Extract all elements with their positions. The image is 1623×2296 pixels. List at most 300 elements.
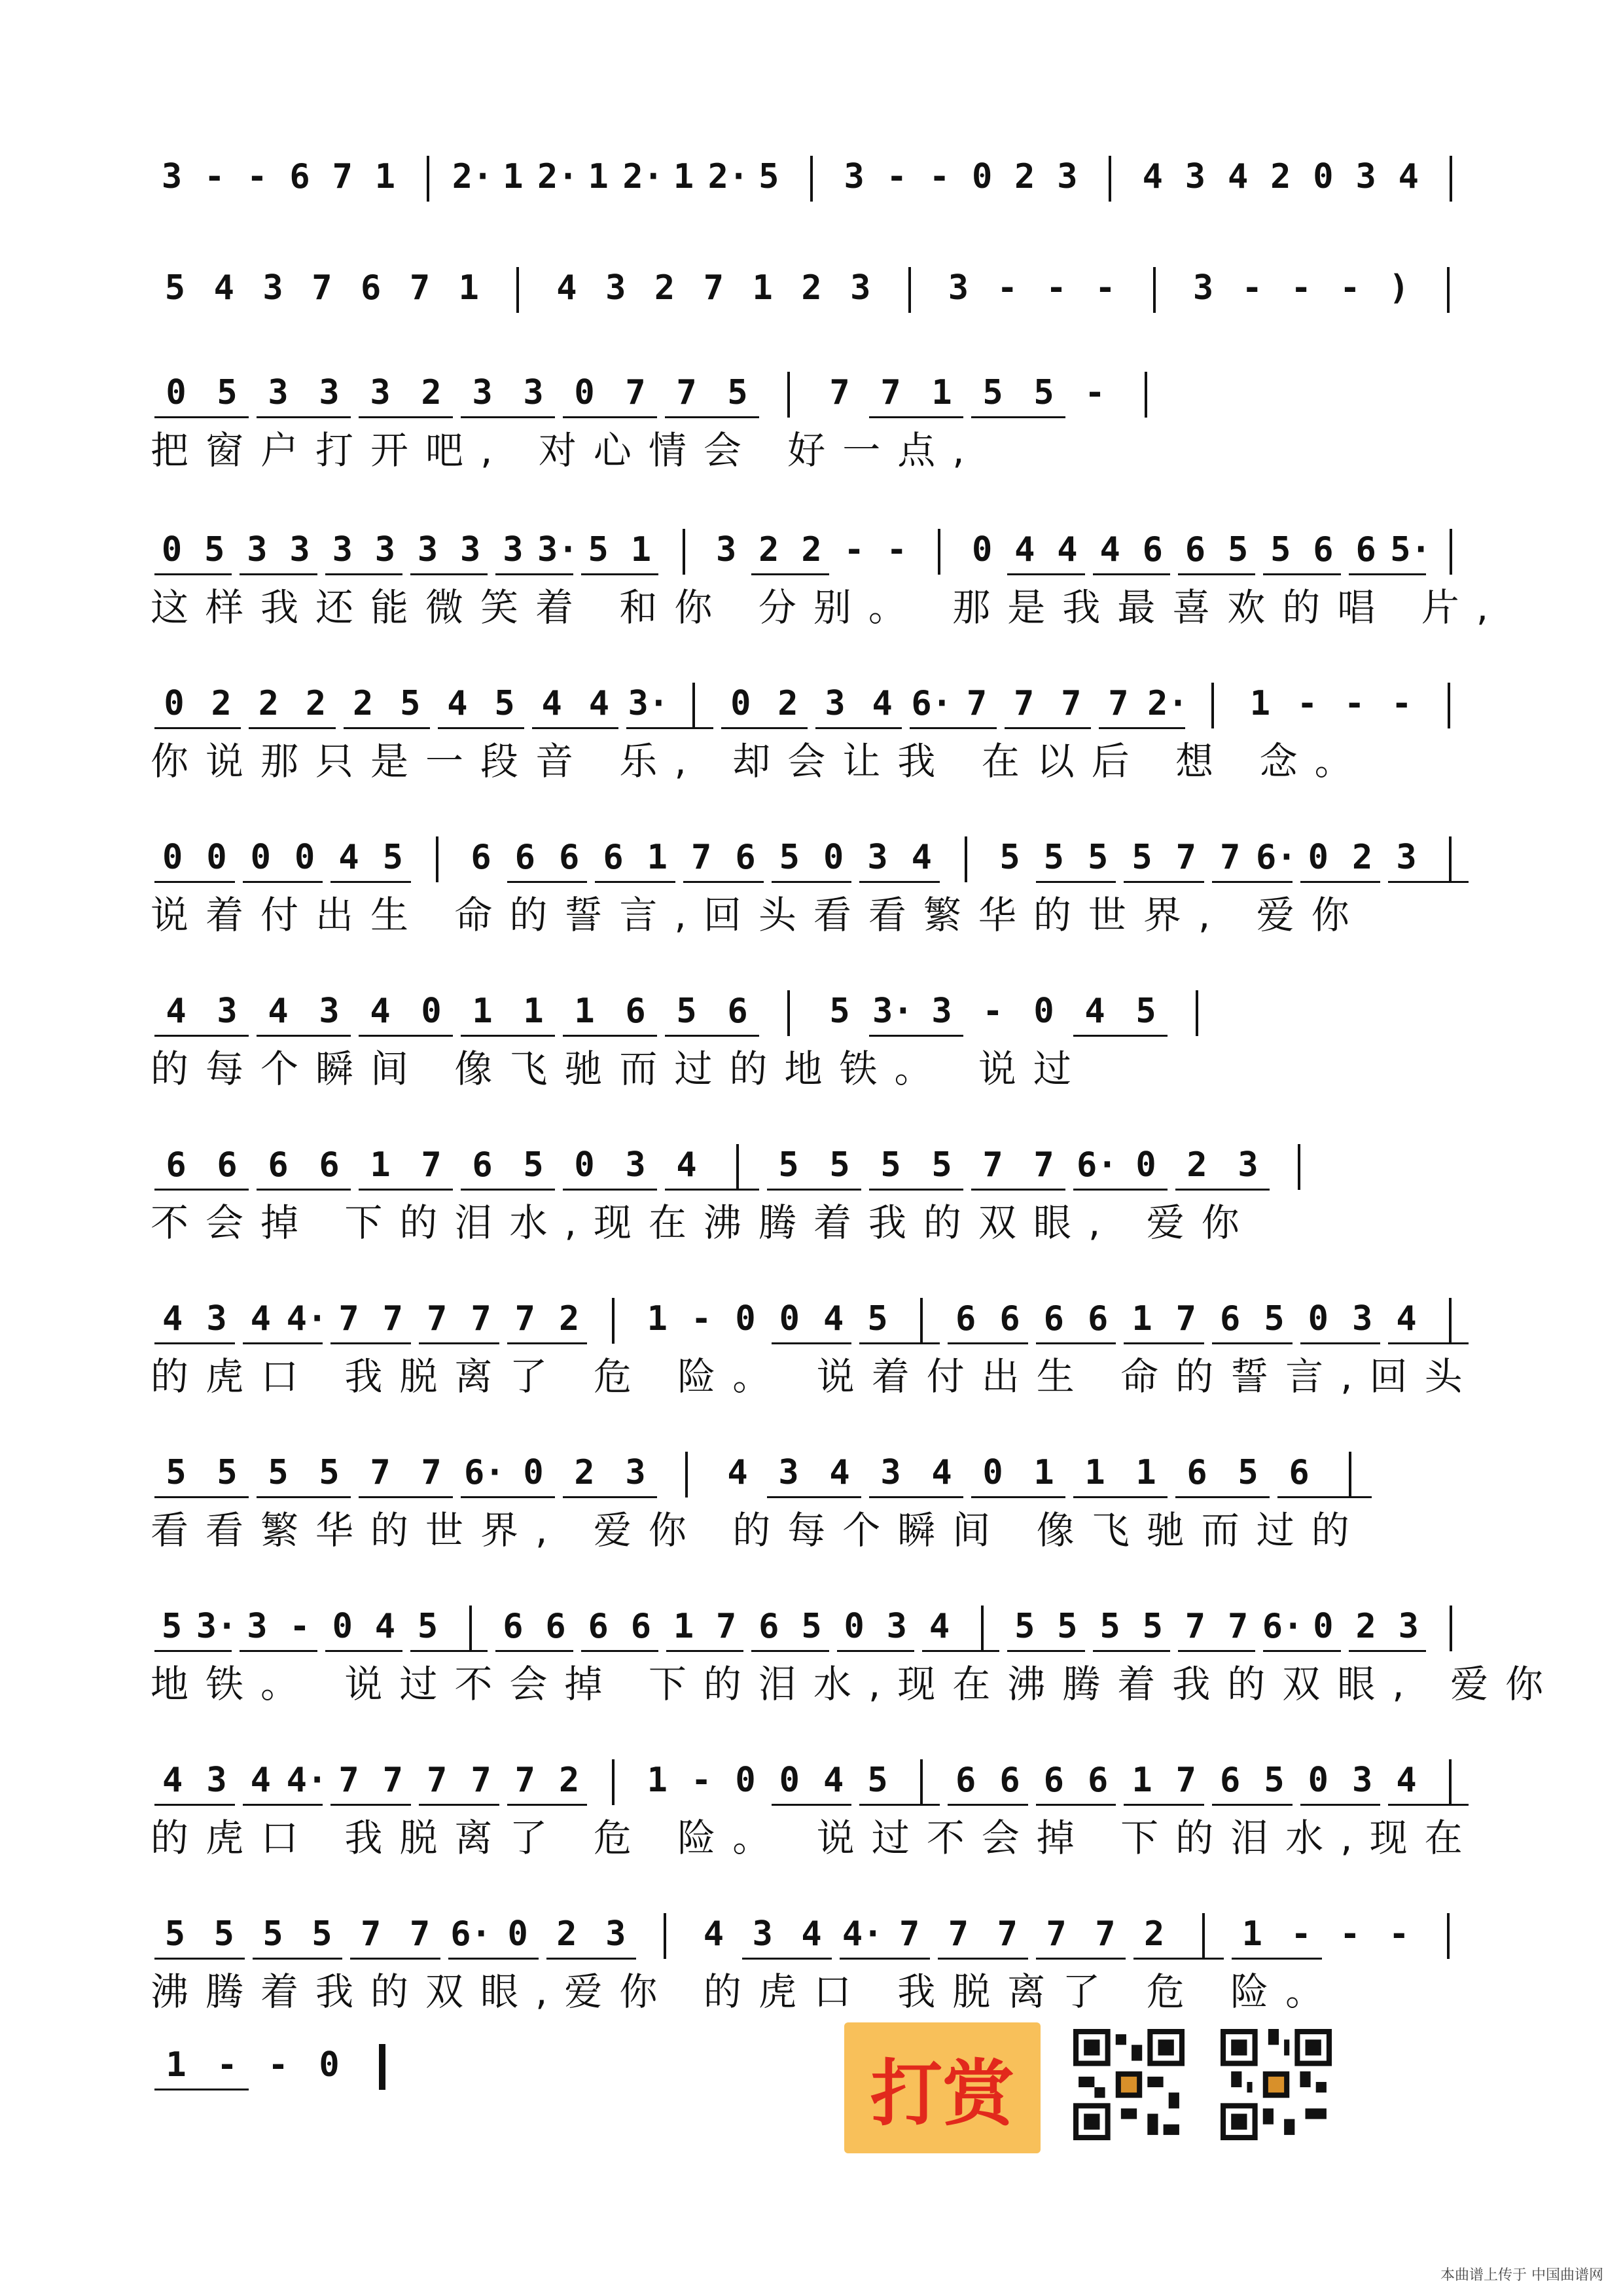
note: 7 <box>1227 1607 1249 1646</box>
note: 6 <box>1088 1299 1109 1338</box>
note: 0 <box>982 1453 1003 1492</box>
lyric-line: 地铁。 说过不会掉 下的泪水,现在沸腾着我的双眼, 爱你 <box>151 1662 1561 1706</box>
note: 3 <box>206 1299 227 1338</box>
note: 7 <box>703 268 724 308</box>
note: 3 <box>605 268 626 308</box>
note: 0 <box>507 1914 528 1954</box>
bar-line <box>692 683 695 728</box>
note: 7 <box>409 1914 431 1954</box>
note: 6 <box>955 1761 976 1800</box>
bar-line <box>1153 267 1156 313</box>
note: 0 <box>779 1761 800 1800</box>
note: 5 <box>217 1453 238 1492</box>
note: 3 <box>625 1145 646 1185</box>
note: - <box>1391 684 1412 723</box>
note: 6 <box>1185 530 1206 569</box>
note: 7 <box>676 373 697 412</box>
note: 4 <box>823 1299 844 1338</box>
bar-line <box>1109 156 1111 202</box>
note: 4 <box>162 1299 183 1338</box>
note: 3· <box>872 992 914 1031</box>
note: - <box>1241 268 1262 308</box>
note: 5 <box>931 1145 952 1185</box>
note: 1 <box>503 157 524 196</box>
note: 2 <box>559 1299 580 1338</box>
note: 5 <box>1142 1607 1163 1646</box>
note: 3 <box>752 1914 773 1954</box>
note: - <box>886 530 907 569</box>
note: 6· <box>1077 1145 1118 1185</box>
bar-line <box>664 1913 666 1959</box>
note: 5 <box>262 1914 283 1954</box>
notation-row <box>151 1139 1486 1191</box>
note: 6 <box>727 992 748 1031</box>
bar-line <box>612 1759 615 1805</box>
bar-line <box>787 372 790 418</box>
bar-line <box>1450 156 1452 202</box>
bar-line <box>938 529 940 575</box>
note: 4 <box>931 1453 952 1492</box>
note: 3 <box>778 1453 799 1492</box>
note: 6· <box>464 1453 505 1492</box>
note: 2 <box>559 1761 580 1800</box>
note: 1 <box>673 1607 694 1646</box>
note: 4 <box>1099 530 1120 569</box>
note: 6 <box>1186 1453 1207 1492</box>
beam-underline <box>626 727 713 729</box>
note: - <box>1084 373 1105 412</box>
bar-line <box>685 1452 688 1498</box>
note: 6 <box>1220 1761 1241 1800</box>
note: 4 <box>676 1145 697 1185</box>
note: 0 <box>844 1607 865 1646</box>
note: 5 <box>164 1914 186 1954</box>
note: - <box>1296 684 1318 723</box>
note: 4 <box>829 1453 850 1492</box>
note: 3· <box>628 684 669 723</box>
note: 3 <box>374 530 396 569</box>
bar-line <box>1449 1298 1452 1344</box>
beam-underline <box>1388 1342 1469 1344</box>
note: 6 <box>1313 530 1334 569</box>
note: 7 <box>338 1761 359 1800</box>
note: 4 <box>1014 530 1035 569</box>
note: 1 <box>523 992 544 1031</box>
note: 5 <box>400 684 421 723</box>
note: 4 <box>447 684 468 723</box>
note: 0 <box>574 1145 595 1185</box>
note: 3· <box>537 530 579 569</box>
note: 4 <box>374 1607 396 1646</box>
note: 6 <box>289 157 310 196</box>
note: 6 <box>1142 530 1163 569</box>
note: 5 <box>312 1914 332 1954</box>
note: 0 <box>206 838 227 877</box>
note: 0 <box>735 1299 756 1338</box>
note: 5 <box>727 373 748 412</box>
note: 1 <box>647 1761 668 1800</box>
note: 7 <box>361 1914 382 1954</box>
note: 2 <box>556 1914 577 1954</box>
note: 0 <box>294 838 315 877</box>
note: 0 <box>730 684 751 723</box>
bar-line <box>469 1605 472 1651</box>
note: 5 <box>217 373 238 412</box>
note: 3 <box>880 1453 901 1492</box>
note: 3 <box>867 838 888 877</box>
note: 5 <box>1264 1299 1285 1338</box>
bar-line <box>1447 267 1450 313</box>
beam-underline <box>859 1342 940 1344</box>
note: 5 <box>494 684 515 723</box>
bar-line <box>1449 836 1452 882</box>
note: 0 <box>823 838 844 877</box>
note: 6 <box>625 992 646 1031</box>
note: 7 <box>1108 684 1129 723</box>
note: 2 <box>758 530 779 569</box>
note: 1 <box>1249 684 1270 723</box>
qr-code-icon <box>1073 2029 1185 2140</box>
note: 5 <box>778 1145 799 1185</box>
note: 4 <box>872 684 893 723</box>
note: 5 <box>1014 1607 1035 1646</box>
note: 7 <box>471 1299 491 1338</box>
bar-line <box>920 1298 923 1344</box>
note: 4 <box>250 1761 271 1800</box>
note: 3 <box>206 1761 227 1800</box>
note: 1 <box>374 157 396 196</box>
note: 5 <box>1227 530 1249 569</box>
note: 1 <box>472 992 493 1031</box>
note: 3 <box>850 268 871 308</box>
note: 6 <box>999 1299 1020 1338</box>
lyric-line: 这样我还能微笑着 和你 分别。 那是我最喜欢的唱 片, <box>151 585 1506 630</box>
qr-code-icon <box>1221 2029 1332 2140</box>
footer-credit: 本曲谱上传于 中国曲谱网 <box>1440 2267 1603 2284</box>
note: 4 <box>727 1453 748 1492</box>
note: 1 <box>166 2045 187 2085</box>
note: - <box>844 530 865 569</box>
beam-underline <box>859 1804 940 1806</box>
bar-line <box>1298 1144 1300 1190</box>
note: 5 <box>161 1607 183 1646</box>
note: 6· <box>1256 838 1297 877</box>
note: 6 <box>472 1145 493 1185</box>
note: 3 <box>247 530 268 569</box>
note: 5 <box>164 268 186 308</box>
note: 4· <box>842 1914 883 1954</box>
bar-line <box>379 2044 385 2090</box>
note: 7 <box>338 1299 359 1338</box>
note: 1 <box>931 373 952 412</box>
note: 5 <box>867 1761 888 1800</box>
note: 0 <box>735 1761 756 1800</box>
note: - <box>1340 268 1361 308</box>
note: 3 <box>268 373 289 412</box>
note: 0 <box>161 530 183 569</box>
note: 4 <box>268 992 289 1031</box>
note: 1 <box>673 157 694 196</box>
note: 6 <box>735 838 756 877</box>
lyric-line: 不会掉 下的泪水,现在沸腾着我的双眼, 爱你 <box>151 1200 1257 1245</box>
note: 7 <box>691 838 712 877</box>
note: 3 <box>332 530 353 569</box>
note: 4 <box>1398 157 1419 196</box>
note: 4 <box>823 1761 844 1800</box>
note: - <box>1046 268 1067 308</box>
note: 4 <box>929 1607 950 1646</box>
note: 5 <box>982 373 1003 412</box>
note: 5 <box>829 992 850 1031</box>
note: 5 <box>1099 1607 1120 1646</box>
note: 6 <box>758 1607 779 1646</box>
note: 7 <box>716 1607 737 1646</box>
note: 2 <box>1186 1145 1207 1185</box>
note: 7 <box>982 1145 1003 1185</box>
note: 3 <box>1355 157 1376 196</box>
note: 6· <box>1262 1607 1304 1646</box>
lyric-line: 的虎口 我脱离了 危 险。 说着付出生 命的誓言,回头 <box>151 1354 1480 1399</box>
note: 0 <box>166 373 187 412</box>
note: 3 <box>844 157 865 196</box>
note: 6 <box>545 1607 566 1646</box>
note: 5 <box>1135 992 1156 1031</box>
lyric-line: 说着付出生 命的誓言,回头看看繁华的世界, 爱你 <box>151 893 1366 937</box>
note: 5 <box>213 1914 234 1954</box>
bar-line <box>908 267 911 313</box>
note: 2 <box>1270 157 1291 196</box>
note: 7 <box>421 1145 442 1185</box>
note: 2 <box>654 268 675 308</box>
note: 6 <box>559 838 580 877</box>
note: 2· <box>622 157 664 196</box>
note: 5 <box>588 530 609 569</box>
note: 5 <box>779 838 800 877</box>
note: 7 <box>382 1761 403 1800</box>
note: 3 <box>1185 157 1206 196</box>
note: 7 <box>312 268 332 308</box>
note: 4 <box>1396 1761 1417 1800</box>
note: 7 <box>966 684 988 723</box>
note: - <box>691 1761 712 1800</box>
note: 6 <box>603 838 624 877</box>
note: 3 <box>1398 1607 1419 1646</box>
note: 3 <box>247 1607 268 1646</box>
note: 7 <box>1061 684 1082 723</box>
note: 5 <box>801 1607 822 1646</box>
note: 1 <box>647 1299 668 1338</box>
note: 7 <box>409 268 431 308</box>
note: 3 <box>1396 838 1417 877</box>
note: 6 <box>166 1145 187 1185</box>
note: 4 <box>166 992 187 1031</box>
note: 4 <box>250 1299 271 1338</box>
note: 3 <box>1238 1145 1258 1185</box>
note: 6 <box>588 1607 609 1646</box>
note: 7 <box>1175 1299 1196 1338</box>
note: 2 <box>801 268 822 308</box>
note: 2 <box>801 530 822 569</box>
note: 2 <box>258 684 279 723</box>
note: 7 <box>1013 684 1035 723</box>
note: 7 <box>880 373 901 412</box>
note: 3 <box>605 1914 626 1954</box>
note: 5 <box>319 1453 340 1492</box>
note: ) <box>1389 268 1410 308</box>
note: 3 <box>825 684 846 723</box>
note: 7 <box>1033 1145 1054 1185</box>
note: 7 <box>625 373 646 412</box>
note: 3· <box>196 1607 238 1646</box>
note: 2· <box>1147 684 1188 723</box>
note: 4 <box>703 1914 724 1954</box>
note: 3 <box>948 268 969 308</box>
note: 7 <box>382 1299 403 1338</box>
note: 0 <box>332 1607 353 1646</box>
note: 3 <box>370 373 391 412</box>
note: 4 <box>588 684 609 723</box>
note: - <box>1291 1914 1311 1954</box>
note: 7 <box>514 1299 535 1338</box>
note: 5 <box>1264 1761 1285 1800</box>
note: 5 <box>1270 530 1291 569</box>
note: 5 <box>166 1453 187 1492</box>
note: 7 <box>1175 1761 1196 1800</box>
note: 2 <box>1014 157 1035 196</box>
beam-underline <box>1388 1804 1469 1806</box>
note: 4 <box>213 268 234 308</box>
beam-underline <box>1277 1496 1372 1498</box>
note: 4· <box>286 1761 328 1800</box>
note: 2 <box>1355 1607 1376 1646</box>
note: 4 <box>1142 157 1163 196</box>
note: 1 <box>588 157 609 196</box>
note: - <box>289 1607 310 1646</box>
note: 7 <box>421 1453 442 1492</box>
bar-line <box>1196 990 1198 1036</box>
note: 5 <box>1132 838 1152 877</box>
note: 0 <box>1313 157 1334 196</box>
notation-row <box>151 367 1486 419</box>
note: 3 <box>523 373 544 412</box>
note: 5 <box>1088 838 1109 877</box>
note: 4 <box>162 1761 183 1800</box>
note: 5 <box>676 992 697 1031</box>
note: 0 <box>1308 838 1329 877</box>
note: 0 <box>971 157 993 196</box>
note: 4 <box>541 684 562 723</box>
note: 3 <box>217 992 238 1031</box>
note: 7 <box>829 373 850 412</box>
note: 6 <box>1043 1299 1064 1338</box>
note: 0 <box>1033 992 1054 1031</box>
note: 6 <box>217 1145 238 1185</box>
bar-line <box>1211 683 1214 728</box>
note: 1 <box>1135 1453 1156 1492</box>
note: 3 <box>1057 157 1078 196</box>
bar-line <box>1450 1605 1452 1651</box>
note: 6 <box>1355 530 1376 569</box>
notation-row <box>151 985 1486 1037</box>
note: 6 <box>514 838 535 877</box>
note: - <box>997 268 1018 308</box>
note: 2 <box>777 684 798 723</box>
note: 3 <box>289 530 310 569</box>
note: 6 <box>268 1145 289 1185</box>
note: 5 <box>758 157 779 196</box>
note: 6 <box>1289 1453 1310 1492</box>
note: 5 <box>1057 1607 1078 1646</box>
lyric-line: 的每个瞬间 像飞驰而过的地铁。 说过 <box>151 1047 1088 1091</box>
lyric-line: 把窗户打开吧, 对心情会 好一点, <box>151 428 982 473</box>
lyric-line: 你说那只是一段音 乐, 却会让我 在以后 想 念。 <box>151 739 1370 783</box>
reward-button[interactable] <box>844 2022 1041 2153</box>
bar-line <box>1349 1452 1351 1498</box>
bar-line <box>965 836 967 882</box>
note: 7 <box>427 1299 448 1338</box>
note: 7 <box>514 1761 535 1800</box>
bar-line <box>612 1298 615 1344</box>
note: - <box>1340 1914 1361 1954</box>
note: 7 <box>948 1914 969 1954</box>
note: 1 <box>574 992 595 1031</box>
note: 2 <box>1144 1914 1165 1954</box>
note: 1 <box>1132 1761 1152 1800</box>
note: 0 <box>779 1299 800 1338</box>
note: - <box>982 992 1003 1031</box>
note: 5 <box>523 1145 544 1185</box>
bar-line <box>1202 1913 1205 1959</box>
note: 1 <box>1084 1453 1105 1492</box>
note: 1 <box>752 268 773 308</box>
note: 6 <box>361 268 382 308</box>
note: 3 <box>161 157 183 196</box>
note: 4 <box>1227 157 1249 196</box>
note: 7 <box>1185 1607 1206 1646</box>
note: 0 <box>421 992 442 1031</box>
note: - <box>247 157 268 196</box>
beam-underline <box>665 1189 759 1191</box>
note: 3 <box>931 992 952 1031</box>
note: 0 <box>971 530 993 569</box>
note: 5 <box>1033 373 1054 412</box>
note: 3 <box>1192 268 1214 308</box>
note: 0 <box>1308 1761 1329 1800</box>
note: 1 <box>1132 1299 1152 1338</box>
note: 6 <box>955 1299 976 1338</box>
note: - <box>1344 684 1365 723</box>
note: 2 <box>421 373 442 412</box>
note: 5 <box>1238 1453 1258 1492</box>
note: 0 <box>1135 1145 1156 1185</box>
note: 4 <box>556 268 577 308</box>
note: 6 <box>1043 1761 1064 1800</box>
note: 7 <box>1046 1914 1067 1954</box>
note: 7 <box>1095 1914 1116 1954</box>
note: 1 <box>370 1145 391 1185</box>
note: 4 <box>911 838 932 877</box>
note: 5 <box>867 1299 888 1338</box>
beam-underline <box>1133 1958 1224 1960</box>
note: 0 <box>164 684 185 723</box>
note: 3 <box>503 530 524 569</box>
note: - <box>1389 1914 1410 1954</box>
bar-line <box>736 1144 739 1190</box>
note: 7 <box>1220 838 1241 877</box>
note: 6· <box>911 684 952 723</box>
bar-line <box>1449 1759 1452 1805</box>
note: - <box>204 157 225 196</box>
